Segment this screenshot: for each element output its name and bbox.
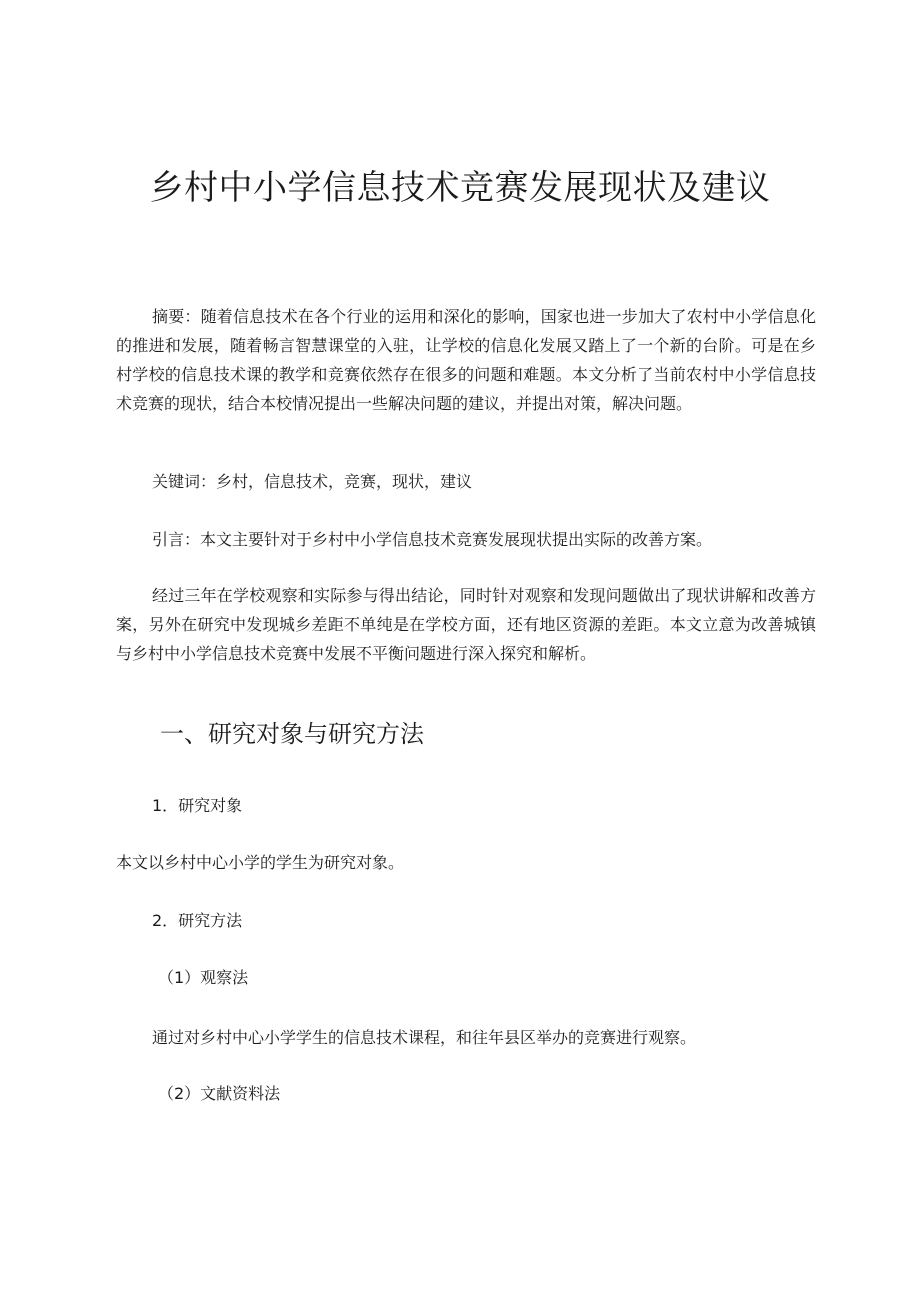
body-paragraph: 经过三年在学校观察和实际参与得出结论，同时针对观察和发现问题做出了现状讲解和改善方案，另外在研究中发现城乡差距不单纯是在学校方面，还有地区资源的差距。本文立意为改善城镇与乡村中小学信息技术竞赛中发展不平衡问题进行深入探究和解析。 (116, 586, 816, 663)
method-text-1: 通过对乡村中心小学学生的信息技术课程，和往年县区举办的竞赛进行观察。 (152, 1028, 697, 1047)
method-heading-1: （1）观察法 (158, 968, 249, 987)
document-title: 乡村中小学信息技术竞赛发展现状及建议 (149, 168, 771, 208)
method-heading-2: （2）文献资料法 (158, 1084, 281, 1103)
subsection-text-1: 本文以乡村中心小学的学生为研究对象。 (116, 853, 405, 872)
introduction-line: 引言：本文主要针对于乡村中小学信息技术竞赛发展现状提出实际的改善方案。 (152, 530, 713, 549)
subsection-heading-2: 2．研究方法 (152, 911, 243, 930)
subsection-heading-1: 1．研究对象 (152, 796, 243, 815)
abstract-paragraph: 摘要：随着信息技术在各个行业的运用和深化的影响，国家也进一步加大了农村中小学信息化的推进和发展，随着畅言智慧课堂的入驻，让学校的信息化发展又踏上了一个新的台阶。可是在乡村学校的信息技术课的教学和竞赛依然存在很多的问题和难题。本文分析了当前农村中小学信息技术竞赛的现状，结合本校情况提出一些解决问题的建议，并提出对策，解决问题。 (116, 307, 816, 413)
keywords-line: 关键词：乡村，信息技术，竞赛，现状，建议 (152, 472, 473, 491)
section-heading-1: 一、研究对象与研究方法 (160, 720, 424, 748)
